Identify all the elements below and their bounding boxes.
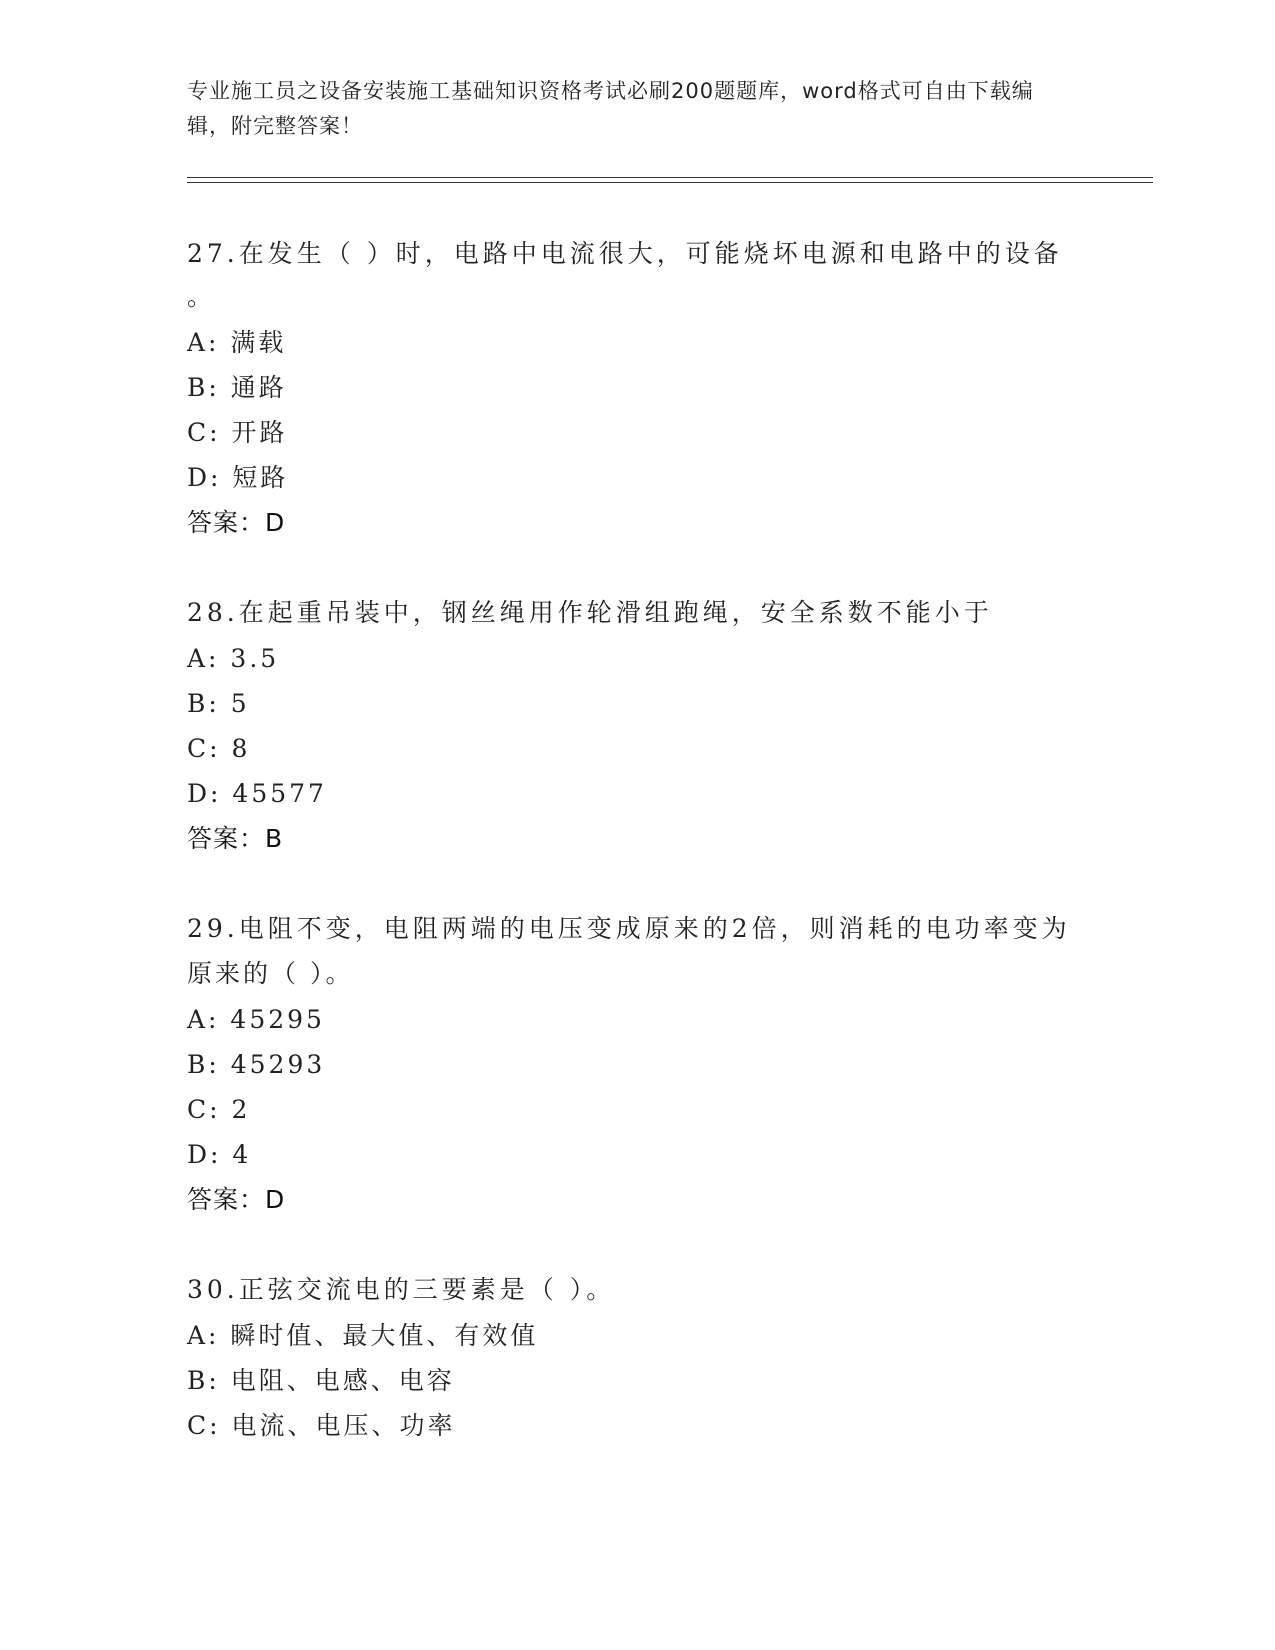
question-30-stem: 30.正弦交流电的三要素是（ ）。 — [187, 1275, 616, 1304]
question-28-option-c: C: 8 — [187, 734, 251, 763]
question-28-stem: 28.在起重吊装中，钢丝绳用作轮滑组跑绳，安全系数不能小于 — [187, 598, 993, 627]
question-30-option-b: B: 电阻、电感、电容 — [187, 1366, 455, 1395]
header-divider-bottom — [187, 182, 1153, 183]
document-header: 专业施工员之设备安装施工基础知识资格考试必刷200题题库，word格式可自由下载编辑，附完整答案！ — [187, 79, 1034, 138]
question-27-option-c: C: 开路 — [187, 418, 288, 447]
question-27-answer: 答案：D — [187, 508, 286, 537]
question-29-stem-continued: 原来的（ ）。 — [187, 959, 354, 988]
question-28-option-a: A: 3.5 — [187, 644, 280, 673]
question-29-option-b: B: 45293 — [187, 1050, 326, 1079]
header-divider-top — [187, 177, 1153, 178]
question-29-answer: 答案：D — [187, 1185, 286, 1214]
question-30-option-a: A: 瞬时值、最大值、有效值 — [187, 1321, 539, 1350]
question-27-option-a: A: 满载 — [187, 328, 287, 357]
question-27-stem-continued: 。 — [187, 282, 216, 311]
question-29-option-c: C: 2 — [187, 1095, 251, 1124]
question-27-stem: 27.在发生（ ）时，电路中电流很大，可能烧坏电源和电路中的设备 — [187, 239, 1063, 268]
question-29-option-a: A: 45295 — [187, 1005, 325, 1034]
question-30-option-c: C: 电流、电压、功率 — [187, 1411, 456, 1440]
question-29-stem: 29.电阻不变，电阻两端的电压变成原来的2倍，则消耗的电功率变为 — [187, 914, 1071, 943]
question-29-option-d: D: 4 — [187, 1140, 252, 1169]
question-28-answer: 答案：B — [187, 824, 284, 853]
question-28-option-b: B: 5 — [187, 689, 250, 718]
question-28-option-d: D: 45577 — [187, 779, 327, 808]
question-27-option-b: B: 通路 — [187, 373, 287, 402]
question-27-option-d: D: 短路 — [187, 463, 289, 492]
